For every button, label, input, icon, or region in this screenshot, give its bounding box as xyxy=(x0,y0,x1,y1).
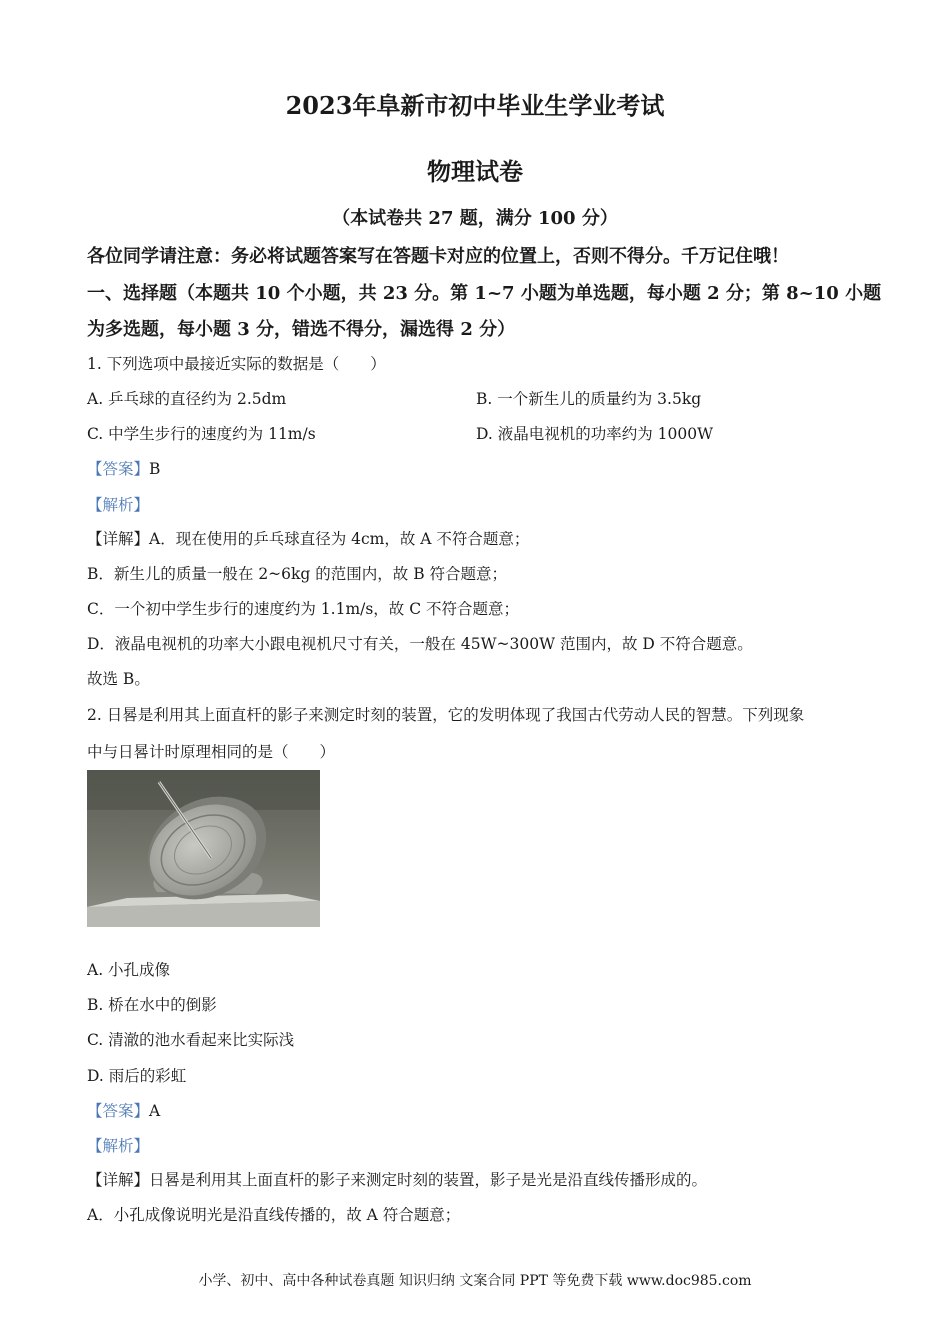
exam-title: 2023年阜新市初中毕业生学业考试 xyxy=(285,91,665,120)
detail-text: A．现在使用的乒乓球直径为 4cm，故 A 不符合题意； xyxy=(149,530,530,548)
q2-option-b: B. 桥在水中的倒影 xyxy=(87,996,217,1014)
exam-notice: 各位同学请注意：务必将试题答案写在答题卡对应的位置上，否则不得分。千万记住哦！ xyxy=(87,246,789,267)
sundial-photo xyxy=(87,770,320,927)
q1-stem: 1. 下列选项中最接近实际的数据是（ ） xyxy=(87,355,386,373)
q1-detail-line-b: B．新生儿的质量一般在 2~6kg 的范围内，故 B 符合题意； xyxy=(87,565,508,583)
q2-detail xyxy=(87,1168,707,1190)
answer-value: A xyxy=(149,1102,161,1120)
q1-option-a: A. 乒乓球的直径约为 2.5dm xyxy=(87,390,287,408)
section-heading-line1: 一、选择题（本题共 10 个小题，共 23 分。第 1~7 小题为单选题，每小题 2 分；第 8~10 小题 xyxy=(87,283,882,304)
q1-analysis-tag: 【解析】 xyxy=(87,496,150,514)
exam-info: （本试卷共 27 题，满分 100 分） xyxy=(332,208,618,229)
q1-option-c: C. 中学生步行的速度约为 11m/s xyxy=(87,425,316,443)
q2-analysis-tag: 【解析】 xyxy=(87,1137,150,1155)
q1-detail-line-d: D．液晶电视机的功率大小跟电视机尺寸有关，一般在 45W~300W 范围内，故 D 不符合题意。 xyxy=(87,635,753,653)
section-heading-line2: 为多选题，每小题 3 分，错选不得分，漏选得 2 分） xyxy=(87,319,516,340)
q2-option-a: A. 小孔成像 xyxy=(87,961,171,979)
q1-option-d: D. 液晶电视机的功率约为 1000W xyxy=(476,425,714,443)
detail-text: 日晷是利用其上面直杆的影子来测定时刻的装置，影子是光是沿直线传播形成的。 xyxy=(149,1171,708,1189)
q1-answer xyxy=(87,457,160,479)
page-footer: 小学、初中、高中各种试卷真题 知识归纳 文案合同 PPT 等免费下载 www.doc985.com xyxy=(198,1273,752,1289)
q2-answer xyxy=(87,1099,160,1121)
answer-tag: 【答案】 xyxy=(87,1102,150,1120)
detail-tag: 【详解】 xyxy=(87,1171,150,1189)
answer-tag: 【答案】 xyxy=(87,460,150,478)
q2-option-d: D. 雨后的彩虹 xyxy=(87,1067,187,1085)
exam-subtitle: 物理试卷 xyxy=(427,157,523,186)
q2-detail-line-a: A．小孔成像说明光是沿直线传播的，故 A 符合题意； xyxy=(87,1206,461,1224)
q1-detail xyxy=(87,527,529,549)
q1-detail-line-c: C．一个初中学生步行的速度约为 1.1m/s，故 C 不符合题意； xyxy=(87,600,520,618)
q2-stem-line1: 2. 日晷是利用其上面直杆的影子来测定时刻的装置，它的发明体现了我国古代劳动人民的智慧。下列现象 xyxy=(87,706,805,724)
q1-option-b: B. 一个新生儿的质量约为 3.5kg xyxy=(476,390,702,408)
q2-stem-line2: 中与日晷计时原理相同的是（ ） xyxy=(87,743,336,761)
detail-tag: 【详解】 xyxy=(87,530,150,548)
q1-conclusion: 故选 B。 xyxy=(87,670,150,688)
answer-value: B xyxy=(149,460,161,478)
q2-option-c: C. 清澈的池水看起来比实际浅 xyxy=(87,1031,295,1049)
